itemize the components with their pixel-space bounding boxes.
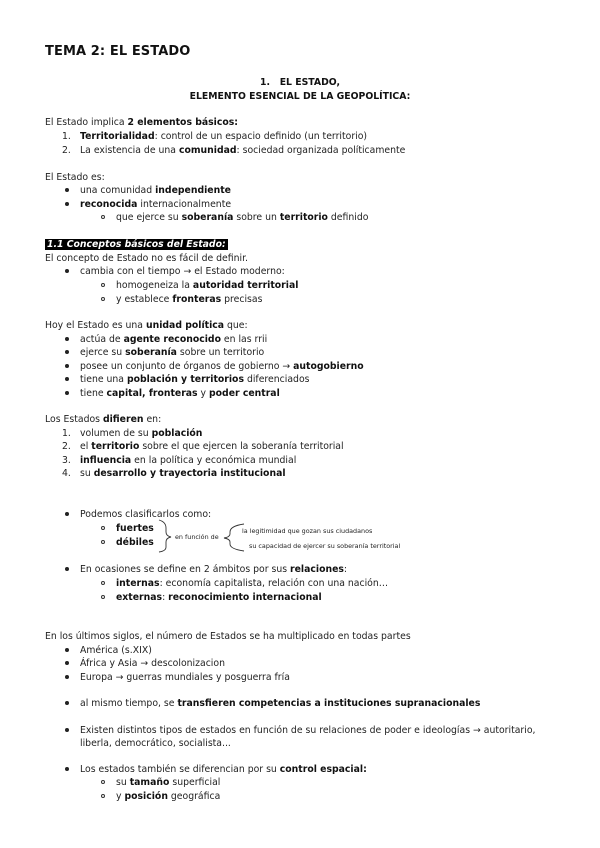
numbered-item-text: volumen de su población [80,428,203,439]
section-number: 1. [259,77,270,88]
sub-bullet-icon [101,540,105,544]
bullet-icon [65,337,69,341]
paragraph-intro: En los últimos siglos, el número de Estados se ha multiplicado en todas partes [45,631,411,642]
numbered-item-text: su desarrollo y trayectoria institucional [80,468,286,479]
numbered-item: 3. [62,455,71,466]
paragraph-intro: El Estado es: [45,172,105,183]
numbered-item: 1. [62,131,71,142]
bullet-icon [65,648,69,652]
subsection-heading: 1.1 Conceptos básicos del Estado: [47,239,226,250]
paragraph-intro: Los Estados difieren en: [45,414,162,425]
bullet-icon [65,364,69,368]
bullet-icon [65,188,69,192]
numbered-item-text: influencia en la política y económica mundial [80,455,297,466]
sub-list-item: internas: economía capitalista, relación con una nación… [116,578,389,589]
sub-bullet-icon [101,215,105,219]
sub-list-item: homogeneiza la autoridad territorial [116,280,299,291]
sub-list-item: fuertes [116,523,154,534]
sub-list-item: débiles [116,537,154,548]
numbered-item-text: el territorio sobre el que ejercen la soberanía territorial [80,441,344,452]
annotation-text: su capacidad de ejercer su soberanía territorial [249,542,401,550]
sub-list-item: su tamaño superficial [116,777,221,788]
annotation-text: la legitimidad que gozan sus ciudadanos [242,527,373,535]
list-item: Podemos clasificarlos como: [80,509,212,520]
bullet-icon [65,701,69,705]
section-heading [0,76,600,89]
annotation-text: en función de [175,533,219,541]
list-item: América (s.XIX) [80,645,152,656]
numbered-item: 2. [62,145,71,156]
bullet-icon [65,202,69,206]
sub-bullet-icon [101,794,105,798]
bullet-icon [65,377,69,381]
sub-list-item: que ejerce su soberanía sobre un territorio definido [116,212,369,223]
bullet-icon [65,512,69,516]
bullet-icon [65,350,69,354]
list-item: al mismo tiempo, se transfieren competencias a instituciones supranacionales [80,698,481,709]
list-item: ejerce su soberanía sobre un territorio [80,347,265,358]
paragraph-line: El concepto de Estado no es fácil de definir. [45,253,249,264]
numbered-item: 4. [62,468,71,479]
list-item: tiene capital, fronteras y poder central [80,388,280,399]
list-item: tiene una población y territorios diferenciados [80,374,310,385]
numbered-item-text: Territorialidad: control de un espacio definido (un territorio) [80,131,368,142]
list-item: posee un conjunto de órganos de gobierno → autogobierno [80,361,364,372]
sub-bullet-icon [101,780,105,784]
section-title-line2: ELEMENTO ESENCIAL DE LA GEOPOLÍTICA: [189,91,411,102]
sub-bullet-icon [101,595,105,599]
numbered-item-text: La existencia de una comunidad: sociedad organizada políticamente [80,145,406,156]
sub-bullet-icon [101,526,105,530]
list-item: Los estados también se diferencian por su control espacial: [80,764,367,775]
sub-bullet-icon [101,297,105,301]
bullet-icon [65,269,69,273]
sub-list-item: externas: reconocimiento internacional [116,592,322,603]
sub-bullet-icon [101,283,105,287]
list-item: África y Asia → descolonizacion [80,658,225,669]
list-item: En ocasiones se define en 2 ámbitos por sus relaciones: [80,564,348,575]
list-item: una comunidad independiente [80,185,231,196]
list-item-continuation: liberla, democrático, socialista... [80,738,231,749]
page-title: TEMA 2: EL ESTADO [45,44,191,59]
section-title-line1: EL ESTADO, [279,77,341,88]
bullet-icon [65,767,69,771]
list-item: Europa → guerras mundiales y posguerra fría [80,672,290,683]
bullet-icon [65,567,69,571]
paragraph-intro: El Estado implica 2 elementos básicos: [45,117,239,128]
numbered-item: 1. [62,428,71,439]
list-item: cambia con el tiempo → el Estado moderno: [80,266,285,277]
bullet-icon [65,391,69,395]
bullet-icon [65,675,69,679]
paragraph-intro: Hoy el Estado es una unidad política que: [45,320,248,331]
bullet-icon [65,661,69,665]
bullet-icon [65,728,69,732]
list-item: reconocida internacionalmente [80,199,232,210]
list-item: actúa de agente reconocido en las rrii [80,334,268,345]
sub-list-item: y establece fronteras precisas [116,294,263,305]
list-item: Existen distintos tipos de estados en función de su relaciones de poder e ideologías → autoritario, [80,725,536,736]
sub-bullet-icon [101,581,105,585]
numbered-item: 2. [62,441,71,452]
sub-list-item: y posición geográfica [116,791,221,802]
